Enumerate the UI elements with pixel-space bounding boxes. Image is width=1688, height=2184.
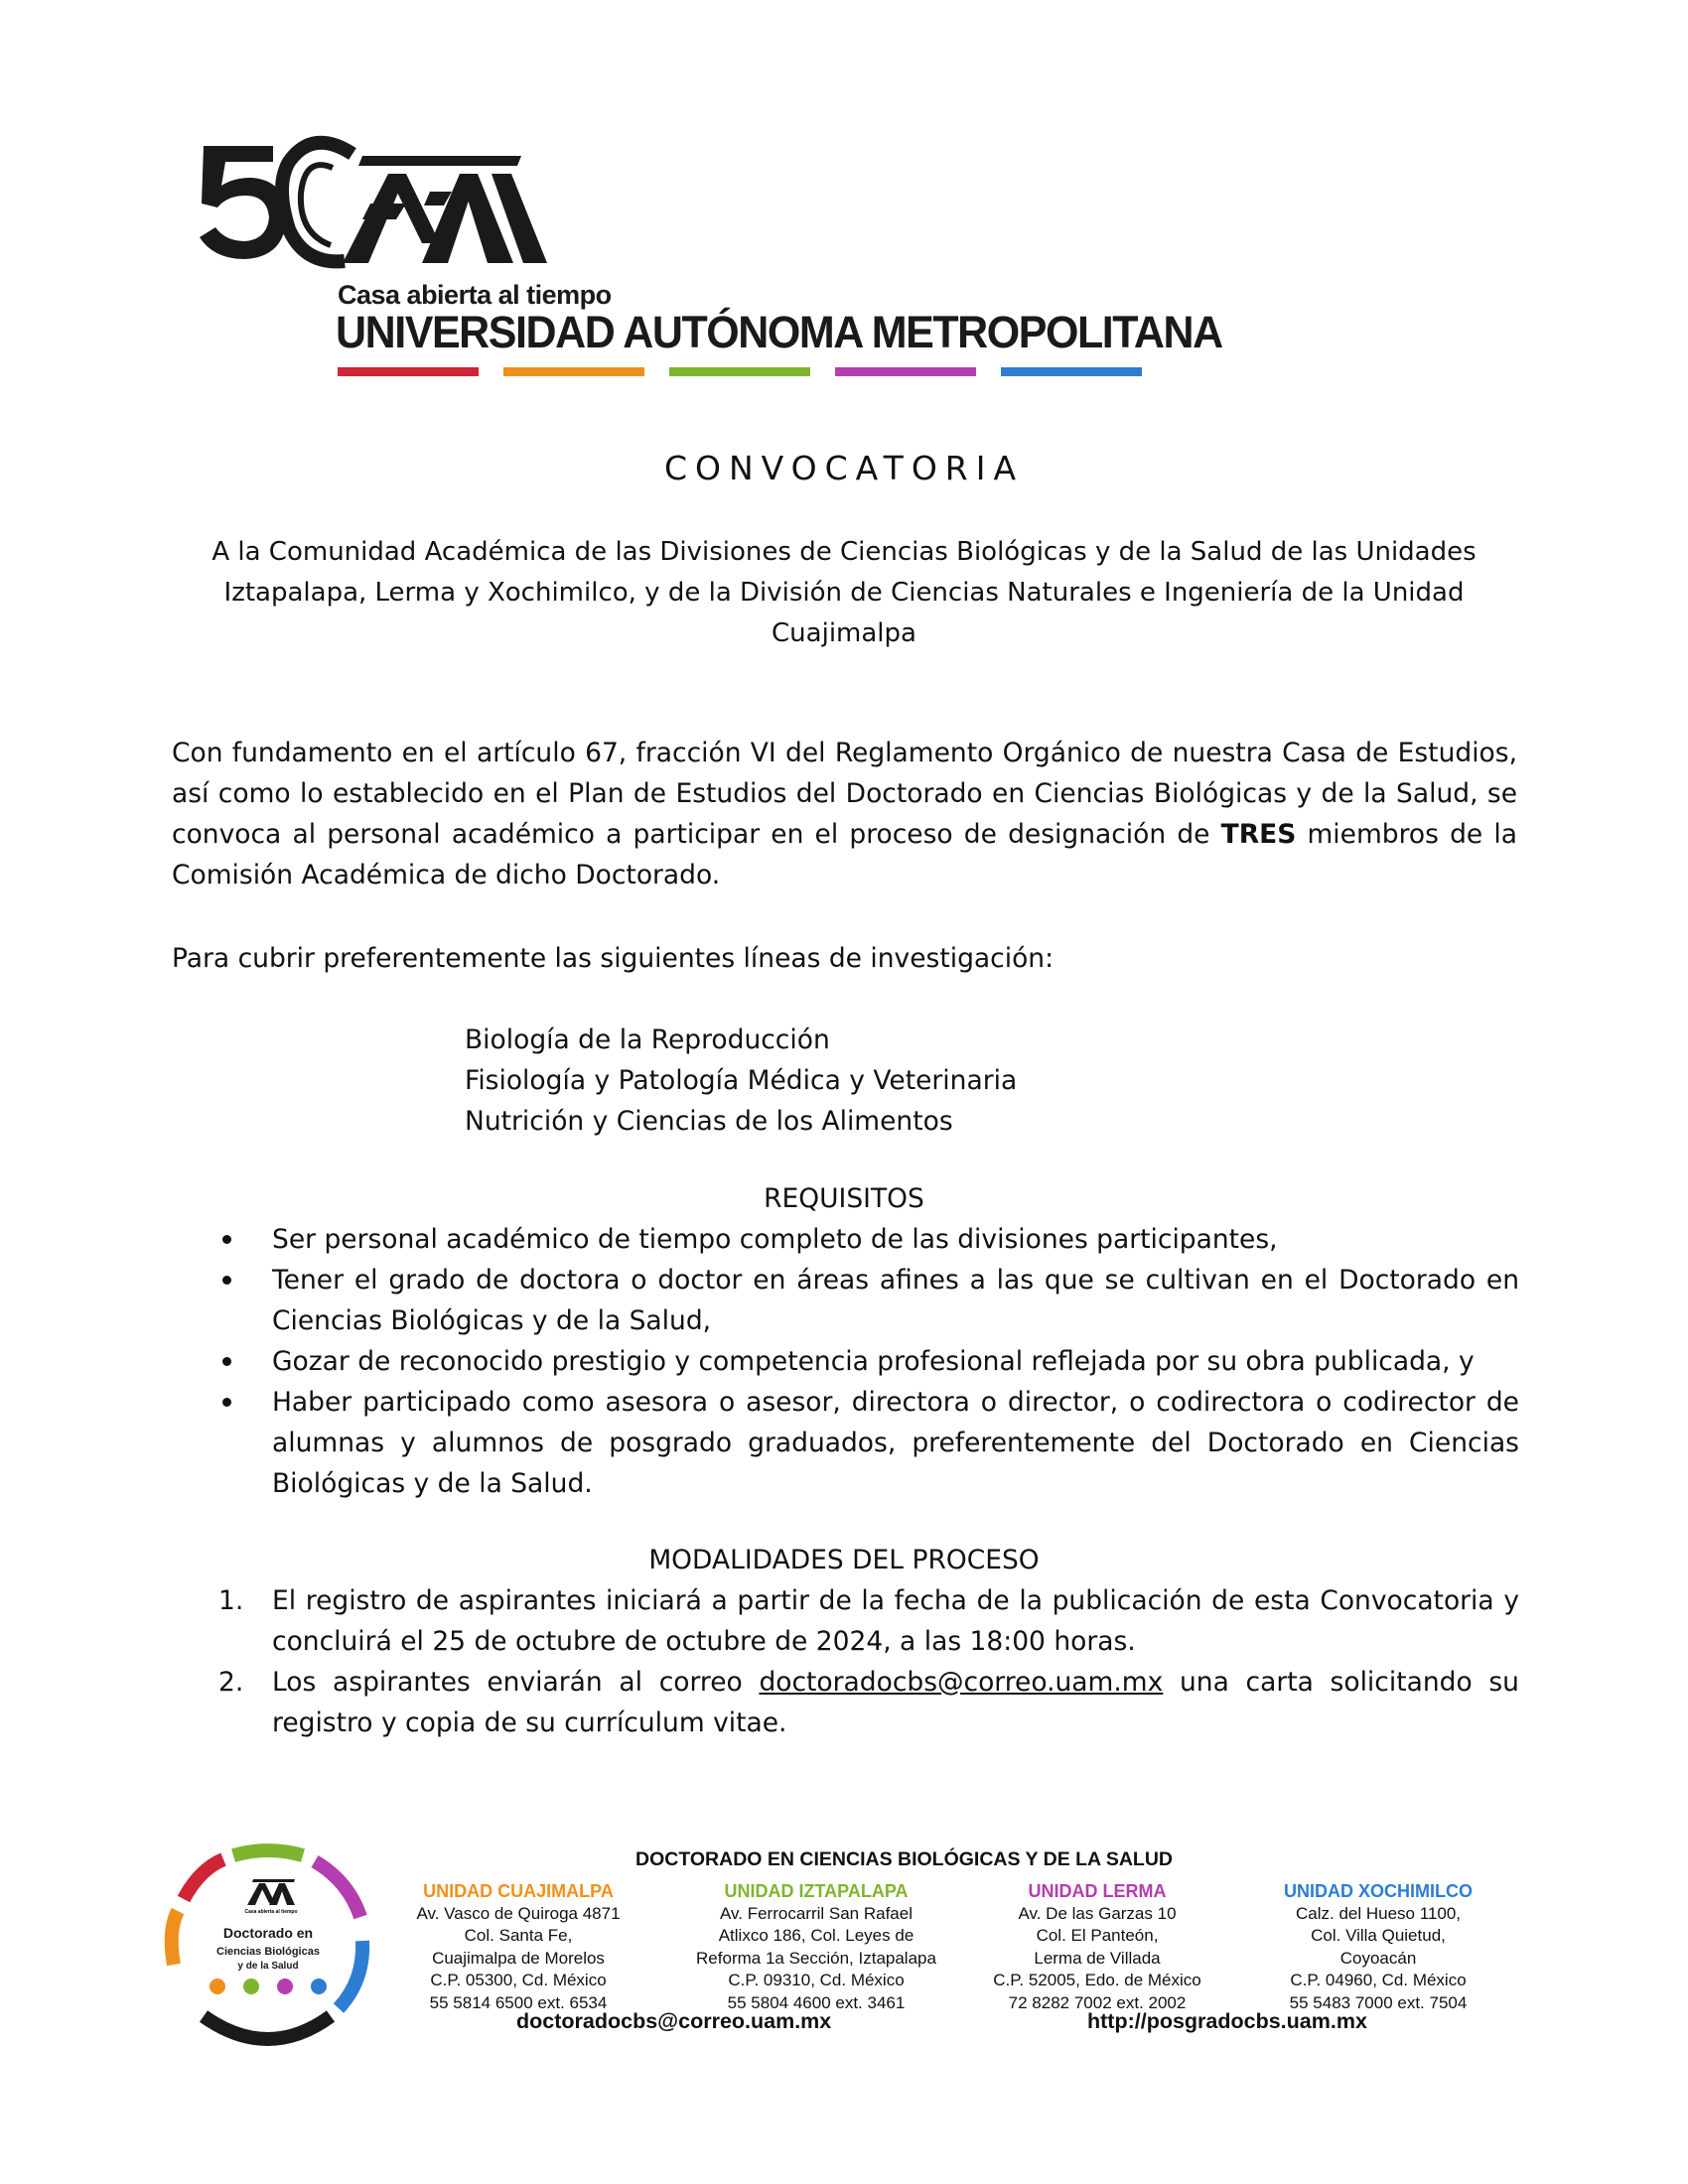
unit-line: 55 5483 7000 ext. 7504 — [1289, 1992, 1468, 2012]
logo-five-icon — [200, 146, 287, 259]
unit-line: Calz. del Hueso 1100, — [1295, 1903, 1461, 1923]
audience-heading: A la Comunidad Académica de las Divisiones de Ciencias Biológicas y de la Salud de las Unidades Iztapalapa, Lerma y Xochimilco, y de la División de Ciencias Naturales e Ingeniería de la Unidad Cuajimalpa — [211, 537, 1477, 648]
footer-logo-line2: Ciencias Biológicas — [216, 1946, 320, 1958]
unit-line: Av. Vasco de Quiroga 4871 — [416, 1903, 621, 1923]
logo-color-bars — [338, 367, 1142, 376]
unit-line: Atlixco 186, Col. Leyes de — [718, 1926, 914, 1945]
modalities-list — [218, 1580, 1519, 1743]
list-item: Tener el grado de doctora o doctor en áreas afines a las que se cultivan en el Doctorado en Ciencias Biológicas y de la Salud, — [218, 1260, 1519, 1341]
footer-logo-tagline: Casa abierta al tiempo — [244, 1909, 298, 1915]
modalities-title: MODALIDADES DEL PROCESO — [648, 1545, 1040, 1575]
list-item — [218, 1580, 1519, 1662]
list-item: Nutrición y Ciencias de los Alimentos — [465, 1106, 953, 1137]
ring-purple-arc — [315, 1861, 360, 1917]
unit-line: C.P. 05300, Cd. México — [430, 1971, 607, 1989]
list-item: Haber participado como asesora o asesor, directora o director, o codirectora o codirector de alumnas y alumnos de posgrado graduados, preferentemente del Doctorado en Ciencias Biológicas y de la Salud. — [218, 1382, 1519, 1504]
dot-green-icon — [243, 1979, 259, 1994]
requirements-title: REQUISITOS — [764, 1183, 924, 1214]
dot-blue-icon — [311, 1979, 327, 1994]
unit-line: Col. Santa Fe, — [464, 1926, 573, 1945]
ring-black-arc — [204, 2016, 331, 2039]
item-number: 1. — [218, 1585, 244, 1616]
footer-email-link[interactable]: doctoradocbs@correo.uam.mx — [516, 2009, 832, 2033]
dot-purple-icon — [277, 1979, 293, 1994]
item-text-end: una carta solicitando su registro y copia de su currículum vitae. — [272, 1667, 1519, 1738]
ring-red-arc — [184, 1859, 223, 1899]
list-item — [218, 1662, 1519, 1743]
program-name: DOCTORADO EN CIENCIAS BIOLÓGICAS Y DE LA SALUD — [635, 1848, 1173, 1870]
email-link[interactable]: doctoradocbs@correo.uam.mx — [759, 1667, 1164, 1698]
unit-xochimilco — [1244, 1880, 1512, 2014]
unit-name: UNIDAD IZTAPALAPA — [724, 1881, 909, 1901]
intro-paragraph — [172, 733, 1517, 895]
unit-line: Av. De las Garzas 10 — [1018, 1903, 1177, 1923]
unit-name: UNIDAD LERMA — [1028, 1881, 1167, 1901]
item-number: 2. — [218, 1667, 244, 1698]
intro-text-start: Con fundamento en el artículo 67, fracción VI del Reglamento Orgánico de nuestra Casa de Estudios, así como lo establecido en el Plan de Estudios del Doctorado en Ciencias Biológicas y de la Salud, se convoca al personal académico a participar en el proceso de designación de — [172, 738, 1517, 850]
item-text-start: Los aspirantes enviarán al correo — [272, 1667, 760, 1698]
logo-tagline: Casa abierta al tiempo — [338, 280, 612, 310]
ring-green-arc — [233, 1850, 303, 1855]
unit-lerma — [963, 1880, 1231, 2014]
requirements-list — [218, 1219, 1519, 1504]
unit-line: C.P. 04960, Cd. México — [1290, 1971, 1467, 1989]
logo-bar-blue — [1001, 367, 1142, 376]
logo-zero-icon — [282, 143, 352, 262]
unit-line: Lerma de Villada — [1034, 1948, 1161, 1968]
dot-orange-icon — [210, 1979, 225, 1994]
item-text: El registro de aspirantes iniciará a partir de la fecha de la publicación de esta Convocatoria y concluirá el 25 de octubre de octubre de 2024, a las 18:00 horas. — [272, 1585, 1519, 1657]
logo-bar-orange — [503, 367, 644, 376]
footer-logo-line3: y de la Salud — [237, 1961, 299, 1972]
unit-line: 55 5814 6500 ext. 6534 — [429, 1992, 608, 2012]
intro-text-bold: TRES — [1220, 819, 1297, 850]
footer-logo-line1: Doctorado en — [222, 1925, 314, 1941]
uam-small-mark-icon — [247, 1879, 295, 1905]
document-title: CONVOCATORIA — [663, 449, 1025, 487]
list-item: Biología de la Reproducción — [465, 1024, 830, 1055]
list-item: Fisiología y Patología Médica y Veterinaria — [465, 1065, 1018, 1096]
logo-bar-red — [338, 367, 479, 376]
unit-line: Reforma 1a Sección, Iztapalapa — [696, 1948, 936, 1968]
ring-orange-arc — [172, 1911, 178, 1965]
unit-line: 72 8282 7002 ext. 2002 — [1008, 1992, 1187, 2012]
doctorado-logo — [164, 1842, 372, 2050]
logo-bar-green — [669, 367, 810, 376]
unit-line: Col. El Panteón, — [1036, 1926, 1159, 1945]
institution-name: UNIVERSIDAD AUTÓNOMA METROPOLITANA — [336, 307, 1222, 357]
unit-name: UNIDAD CUAJIMALPA — [423, 1881, 614, 1901]
logo-bar-purple — [835, 367, 976, 376]
unit-cuajimalpa — [384, 1880, 652, 2014]
lines-intro: Para cubrir preferentemente las siguientes líneas de investigación: — [172, 943, 1055, 974]
unit-line: Cuajimalpa de Morelos — [432, 1948, 605, 1968]
unit-iztapalapa — [672, 1880, 960, 2014]
unit-line: 55 5804 4600 ext. 3461 — [727, 1992, 906, 2012]
unit-line: Coyoacán — [1339, 1948, 1417, 1968]
unit-line: C.P. 09310, Cd. México — [728, 1971, 905, 1989]
list-item: Gozar de reconocido prestigio y competencia profesional reflejada por su obra publicada, y — [218, 1341, 1519, 1382]
intro-text-end: miembros de la Comisión Académica de dicho Doctorado. — [172, 819, 1518, 890]
unit-name: UNIDAD XOCHIMILCO — [1284, 1881, 1473, 1901]
research-lines-list — [465, 1020, 1017, 1142]
uam-50-logo — [194, 134, 581, 283]
uam-mark-icon — [343, 156, 547, 263]
list-item: Ser personal académico de tiempo completo de las divisiones participantes, — [218, 1219, 1519, 1260]
footer-website-link[interactable]: http://posgradocbs.uam.mx — [1087, 2009, 1367, 2033]
unit-line: Av. Ferrocarril San Rafael — [720, 1903, 913, 1923]
unit-line: C.P. 52005, Edo. de México — [993, 1971, 1201, 1989]
ring-blue-arc — [339, 1941, 362, 2008]
unit-line: Col. Villa Quietud, — [1311, 1926, 1446, 1945]
